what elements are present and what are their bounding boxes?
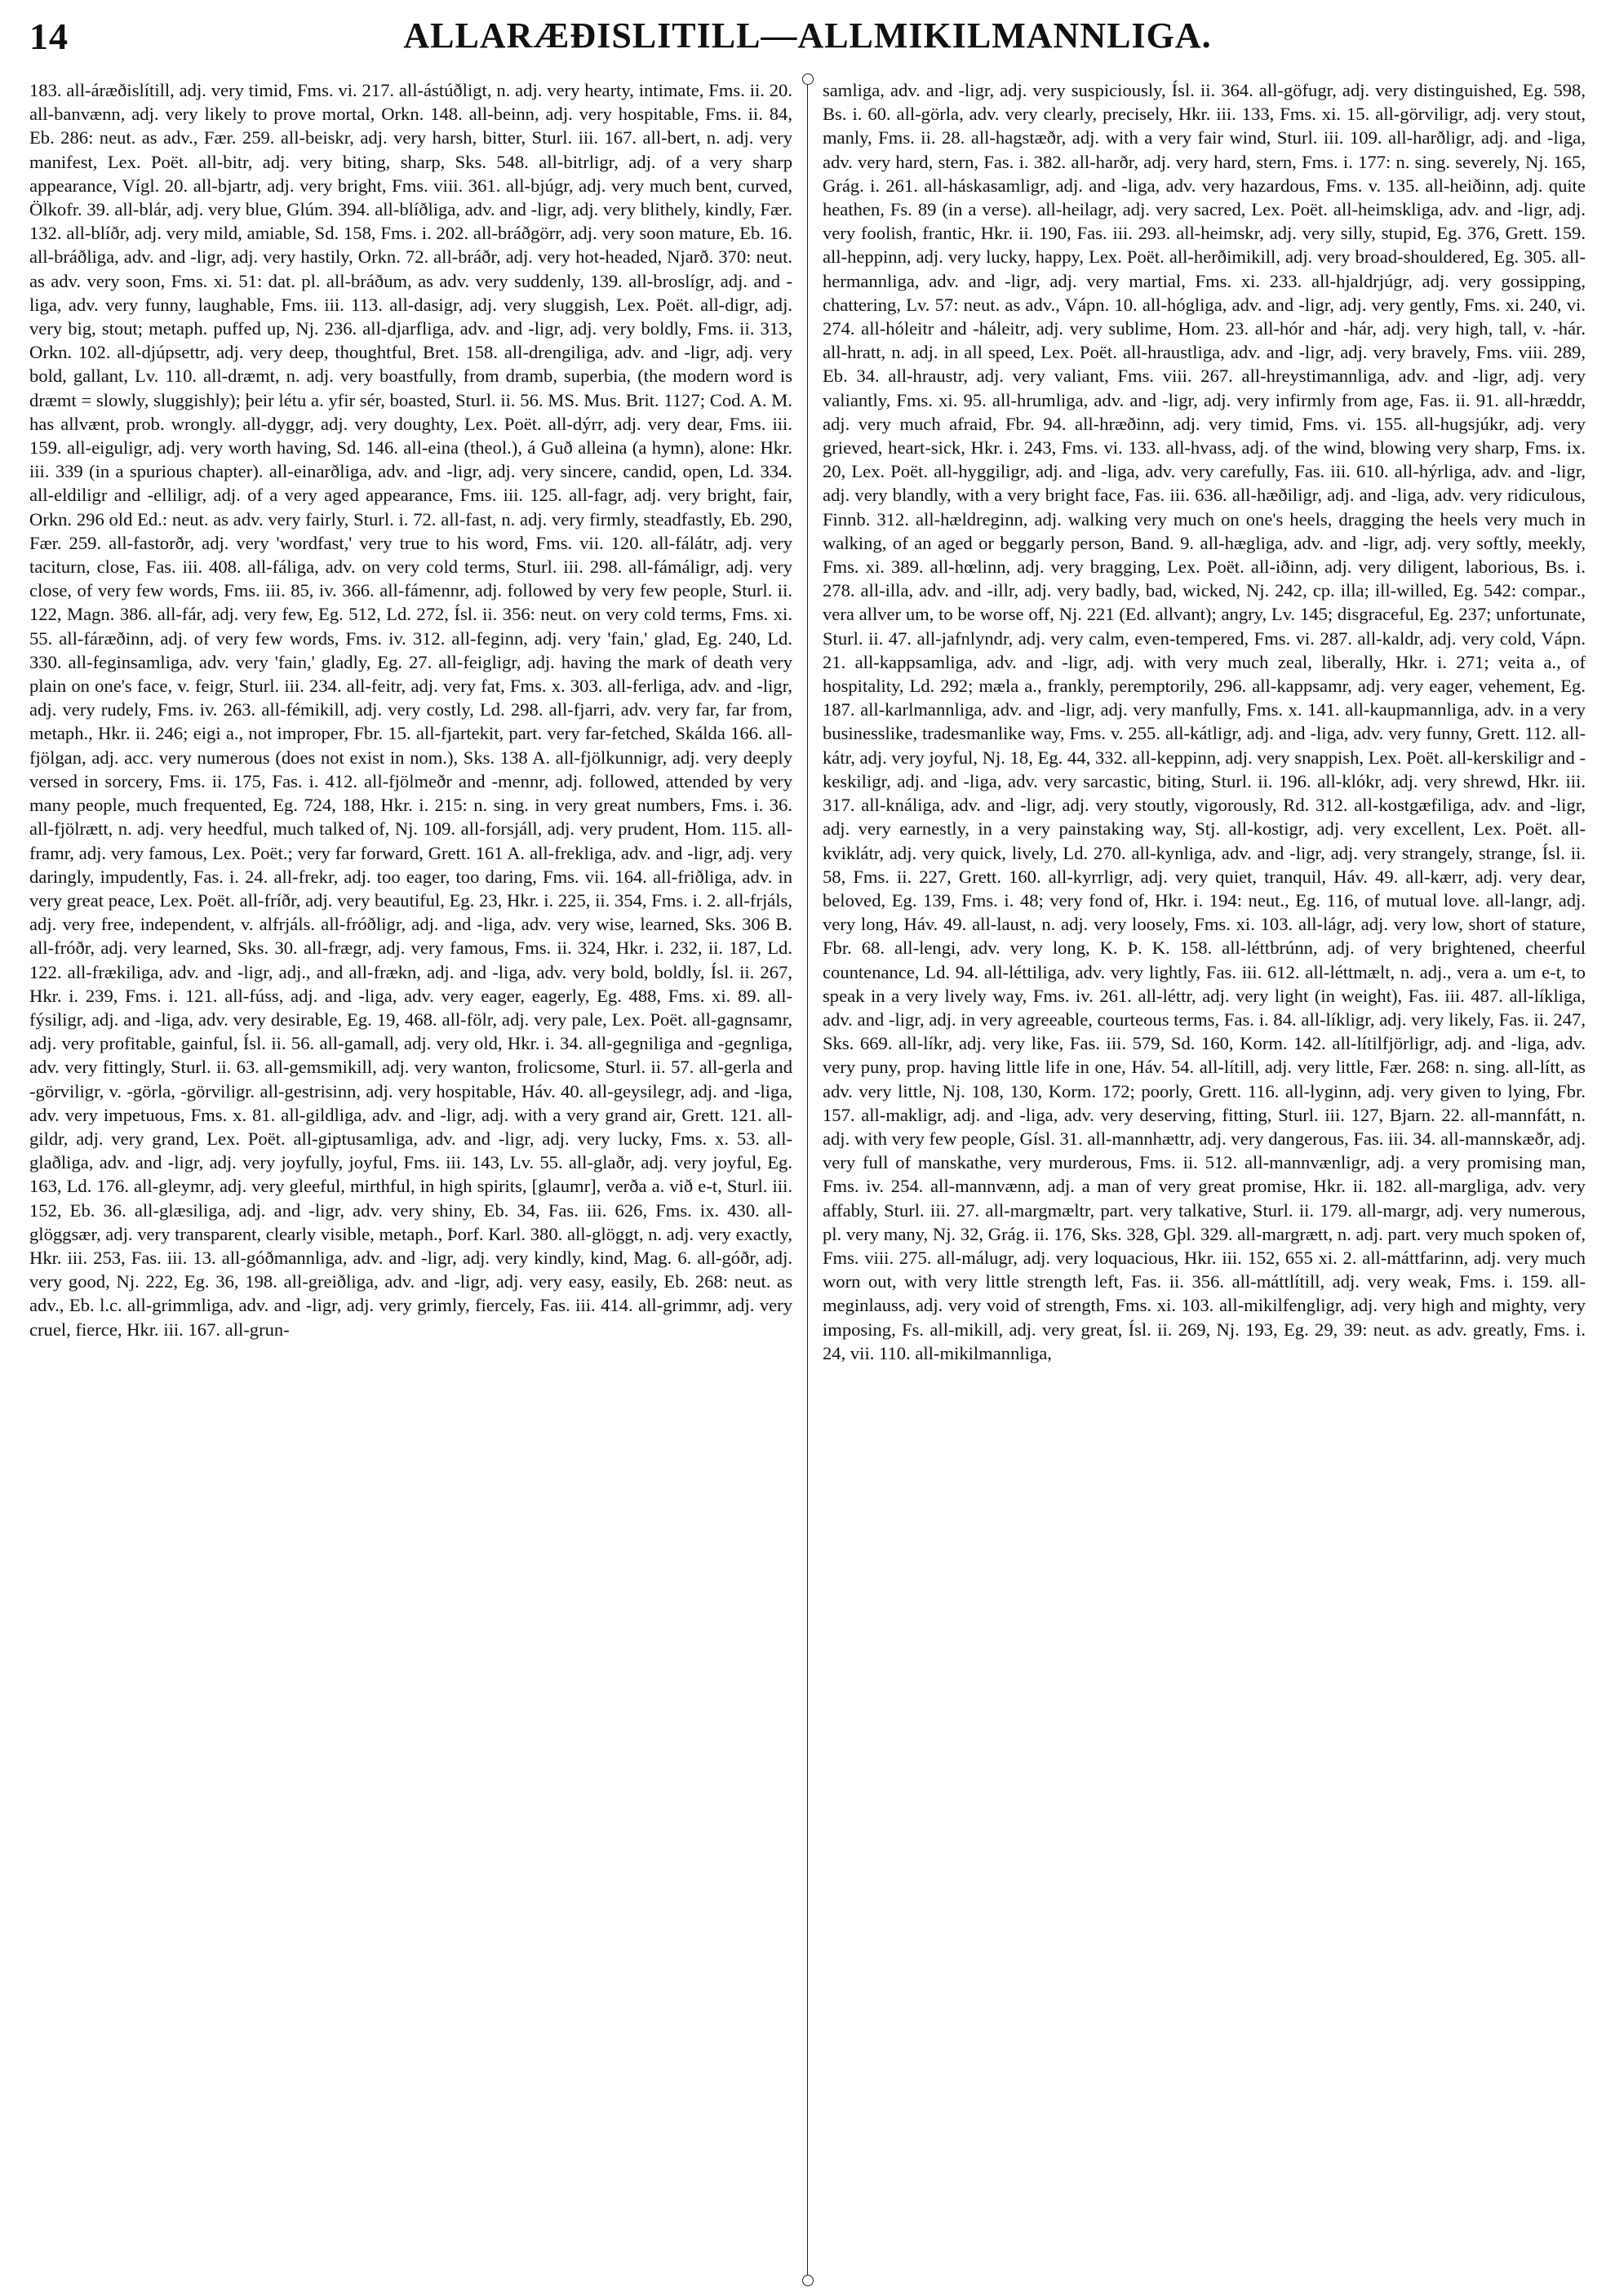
page-number: 14 bbox=[29, 16, 69, 57]
left-column-text: 183. all-áræðislítill, adj. very timid, Fms. vi. 217. all-ástúðligt, n. adj. very hearty, intimate, Fms. ii. 20. all-banvænn, adj. very likely to prove mortal, Orkn. 148. all-beinn, adj. very hospitable, Fms. ii. 84, Eb. 286: neut. as adv., Fær. 259. all-beiskr, adj. very harsh, bitter, Sturl. iii. 167. all-bert, n. adj. very manifest, Lex. Poët. all-bitr, adj. very biting, sharp, Sks. 548. all-bitrligr, adj. of a very sharp appearance, Vígl. 20. all-bjartr, adj. very bright, Fms. viii. 361. all-bjúgr, adj. very much bent, curved, Ölkofr. 39. all-blár, adj. very blue, Glúm. 394. all-blíðliga, adv. and -ligr, adj. very blithely, kindly, Fær. 132. all-blíðr, adj. very mild, amiable, Sd. 158, Fms. i. 202. all-bráðgörr, adj. very soon mature, Eb. 16. all-bráðliga, adv. and -ligr, adj. very hastily, Orkn. 72. all-bráðr, adj. very hot-headed, Njarð. 370: neut. as adv. very soon, Fms. xi. 51: dat. pl. all-bráðum, as adv. very suddenly, 139. all-broslígr, adj. and -liga, adv. very funny, laughable, Fms. iii. 113. all-dasigr, adj. very sluggish, Lex. Poët. all-digr, adj. very big, stout; metaph. puffed up, Nj. 236. all-djarfliga, adv. and -ligr, adj. very boldly, Fms. ii. 313, Orkn. 102. all-djúpsettr, adj. very deep, thoughtful, Bret. 158. all-drengiliga, adv. and -ligr, adj. very bold, gallant, Lv. 110. all-dræmt, n. adj. very boastfully, from dramb, superbia, (the modern word is dræmt = slowly, sluggishly); þeir létu a. yfir sér, boasted, Sturl. ii. 56. MS. Mus. Brit. 1127; Cod. A. M. has allvænt, prob. wrongly. all-dyggr, adj. very doughty, Lex. Poët. all-dýrr, adj. very dear, Fms. iii. 159. all-eiguligr, adj. very worth having, Sd. 146. all-eina (theol.), á Guð alleina (a hymn), alone: Hkr. iii. 339 (in a spurious chapter). all-einarðliga, adv. and -ligr, adj. very sincere, candid, open, Ld. 334. all-eldiligr and -elliligr, adj. of a very aged appearance, Fms. iii. 125. all-fagr, adj. very bright, fair, Orkn. 296 old Ed.: neut. as adv. very fairly, Sturl. i. 72. all-fast, n. adj. very firmly, steadfastly, Eb. 290, Fær. 259. all-fastorðr, adj. very 'wordfast,' very true to his word, Fms. vii. 120. all-fálátr, adj. very taciturn, close, Fas. iii. 408. all-fáliga, adv. on very cold terms, Sturl. iii. 298. all-fámáligr, adj. very close, of very few words, Fms. iii. 85, iv. 366. all-fámennr, adj. followed by very few people, Sturl. ii. 122, Magn. 386. all-fár, adj. very few, Eg. 512, Ld. 272, Ísl. ii. 356: neut. on very cold terms, Fms. xi. 55. all-fáræðinn, adj. of very few words, Fms. iv. 312. all-feginn, adj. very 'fain,' glad, Eg. 240, Ld. 330. all-feginsamliga, adv. very 'fain,' gladly, Eg. 27. all-feigligr, adj. having the mark of death very plain on one's face, v. feigr, Sturl. iii. 234. all-feitr, adj. very fat, Fms. x. 303. all-ferliga, adv. and -ligr, adj. very rudely, Fms. iv. 263. all-fémikill, adj. very costly, Ld. 298. all-fjarri, adv. very far, far from, metaph., Hkr. ii. 246; eigi a., not improper, Fbr. 15. all-fjartekit, part. very far-fetched, Skálda 166. all-fjölgan, adj. acc. very numerous (does not exist in nom.), Sks. 138 A. all-fjölkunnigr, adj. very deeply versed in sorcery, Fms. ii. 175, Fas. i. 412. all-fjölmeðr and -mennr, adj. followed, attended by very many people, much frequented, Eg. 724, 188, Hkr. i. 215: n. sing. in very great numbers, Fms. i. 36. all-fjölrætt, n. adj. very heedful, much talked of, Nj. 109. all-forsjáll, adj. very prudent, Hom. 115. all-framr, adj. very famous, Lex. Poët.; very far forward, Grett. 161 A. all-frekliga, adv. and -ligr, adj. very daringly, impudently, Fas. i. 24. all-frekr, adj. too eager, too daring, Fms. vii. 164. all-friðliga, adv. in very great peace, Lex. Poët. all-fríðr, adj. very beautiful, Eg. 23, Hkr. i. 225, ii. 354, Fms. i. 2. all-frjáls, adj. very free, independent, v. alfrjáls. all-fróðligr, adj. and -liga, adv. very wise, learned, Sks. 306 B. all-fróðr, adj. very learned, Sks. 30. all-frægr, adj. very famous, Fms. ii. 324, Hkr. i. 232, ii. 187, Ld. 122. all-frækiliga, adv. and -ligr, adj., and all-frækn, adj. and -liga, adv. very bold, boldly, Ísl. ii. 267, Hkr. i. 239, Fms. i. 121. all-fúss, adj. and -liga, adv. very eager, eagerly, Eg. 488, Fms. xi. 89. all-fýsiligr, adj. and -liga, adv. very desirable, Eg. 19, 468. all-fölr, adj. very pale, Lex. Poët. all-gagnsamr, adj. very profitable, gainful, Ísl. ii. 56. all-gamall, adj. very old, Hkr. i. 34. all-gegniliga and -gegnliga, adv. very fittingly, Sturl. ii. 63. all-gemsmikill, adj. very wanton, frolicsome, Sturl. ii. 57. all-gerla and -görviligr, v. -görla, -görviligr. all-gestrisinn, adj. very hospitable, Háv. 40. all-geysilegr, adj. and -liga, adv. very impetuous, Fms. x. 81. all-gildliga, adv. and -ligr, adj. with a very grand air, Grett. 121. all-gildr, adj. very grand, Lex. Poët. all-giptusamliga, adv. and -ligr, adj. very lucky, Fms. x. 53. all-glaðliga, adv. and -ligr, adj. very joyfully, joyful, Fms. iii. 143, Lv. 55. all-glaðr, adj. very joyful, Eg. 163, Ld. 176. all-gleymr, adj. very gleeful, mirthful, in high spirits, [glaumr], verða a. við e-t, Sturl. iii. 152, Eb. 36. all-glæsiliga, adj. and -ligr, adv. very shiny, Eb. 34, Fas. iii. 626, Fms. ix. 430. all-glöggsær, adj. very transparent, clearly visible, metaph., Þorf. Karl. 380. all-glöggt, n. adj. very exactly, Hkr. iii. 253, Fas. iii. 13. all-góðmannliga, adv. and -ligr, adj. very kindly, kind, Mag. 6. all-góðr, adj. very good, Nj. 222, Eg. 36, 198. all-greiðliga, adv. and -ligr, adj. very easy, easily, Eb. 268: neut. as adv., Eb. l.c. all-grimmliga, adv. and -ligr, adj. very grimly, fiercely, Fas. iii. 414. all-grimmr, adj. very cruel, fierce, Hkr. iii. 167. all-grun- bbox=[29, 80, 792, 1340]
page-title: ALLARÆÐISLITILL—ALLMIKILMANNLIGA. bbox=[403, 16, 1212, 55]
left-column bbox=[29, 78, 807, 2281]
right-column bbox=[808, 78, 1586, 2281]
right-column-text: samliga, adv. and -ligr, adj. very suspiciously, Ísl. ii. 364. all-göfugr, adj. very distinguished, Eg. 598, Bs. i. 60. all-görla, adv. very clearly, precisely, Hkr. iii. 133, Fms. xi. 15. all-görviligr, adj. very stout, manly, Fms. ii. 28. all-hagstæðr, adj. with a very fair wind, Sturl. iii. 109. all-harðligr, adj. and -liga, adv. very hard, stern, Fas. i. 382. all-harðr, adj. very hard, stern, Fms. i. 177: n. sing. severely, Nj. 165, Grág. i. 261. all-háskasamligr, adj. and -liga, adv. very hazardous, Fms. v. 135. all-heiðinn, adj. quite heathen, Fs. 89 (in a verse). all-heilagr, adj. very sacred, Lex. Poët. all-heimskliga, adv. and -ligr, adj. very foolish, frantic, Hkr. ii. 190, Fas. iii. 293. all-heimskr, adj. very silly, stupid, Eg. 376, Grett. 159. all-heppinn, adj. very lucky, happy, Lex. Poët. all-herðimikill, adj. very broad-shouldered, Eg. 305. all-hermannliga, adv. and -ligr, adj. very martial, Fms. xi. 233. all-hjaldrjúgr, adj. very gossipping, chattering, Lv. 57: neut. as adv., Vápn. 10. all-hógliga, adv. and -ligr, adj. very gently, Fms. xi. 240, vi. 274. all-hóleitr and -háleitr, adj. very sublime, Hom. 23. all-hór and -hár, adj. very high, tall, v. -hár. all-hratt, n. adj. in all speed, Lex. Poët. all-hraustliga, adv. and -ligr, adj. very bravely, Fms. viii. 289, Eb. 34. all-hraustr, adj. very valiant, Fms. viii. 267. all-hreystimannliga, adv. and -ligr, adj. very valiantly, Fms. xi. 95. all-hrumliga, adv. and -ligr, adj. very infirmly from age, Fas. ii. 91. all-hræddr, adj. very much afraid, Fbr. 94. all-hræðinn, adj. very timid, Fms. vi. 155. all-hugsjúkr, adj. very grieved, heart-sick, Hkr. i. 243, Fms. vi. 133. all-hvass, adj. of the wind, blowing very sharp, Fms. ix. 20, Lex. Poët. all-hyggiligr, adj. and -liga, adv. very carefully, Fas. iii. 610. all-hýrliga, adv. and -ligr, adj. very blandly, with a very bright face, Fas. iii. 636. all-hæðiligr, adj. and -liga, adv. very ridiculous, Finnb. 312. all-hældreginn, adj. walking very much on one's heels, dragging the heels very much in walking, of an aged or beggarly person, Band. 9. all-hægliga, adv. and -ligr, adj. very softly, meekly, Fms. xi. 389. all-hœlinn, adj. very bragging, Lex. Poët. all-iðinn, adj. very diligent, laborious, Bs. i. 278. all-illa, adv. and -illr, adj. very badly, bad, wicked, Nj. 242, cp. illa; ill-willed, Eg. 542: compar., vera allver um, to be worse off, Nj. 221 (Ed. allvant); angry, Lv. 145; disgraceful, Eg. 237; unfortunate, Sturl. ii. 47. all-jafnlyndr, adj. very calm, even-tempered, Fms. vi. 287. all-kaldr, adj. very cold, Vápn. 21. all-kappsamliga, adv. and -ligr, adj. with very much zeal, liberally, Hkr. i. 271; veita a., of hospitality, Ld. 292; mæla a., frankly, peremptorily, 296. all-kappsamr, adj. very eager, vehement, Eg. 187. all-karlmannliga, adv. and -ligr, adj. very manfully, Fms. x. 141. all-kaupmannliga, adv. in a very businesslike, tradesmanlike way, Fms. v. 255. all-kátligr, adj. and -liga, adv. very funny, Grett. 112. all-kátr, adj. very joyful, Nj. 18, Eg. 44, 332. all-keppinn, adj. very snappish, Lex. Poët. all-kerskiligr and -keskiligr, adj. and -liga, adv. very sarcastic, biting, Sturl. ii. 196. all-klókr, adj. very shrewd, Hkr. iii. 317. all-knáliga, adv. and -ligr, adj. very stoutly, vigorously, Rd. 312. all-kostgæfiliga, adv. and -ligr, adj. very earnestly, in a very painstaking way, Stj. all-kostigr, adj. very excellent, Lex. Poët. all-kviklátr, adj. very quick, lively, Ld. 270. all-kynliga, adv. and -ligr, adj. very strangely, strange, Ísl. ii. 58, Fms. ii. 227, Grett. 160. all-kyrrligr, adj. very quiet, tranquil, Háv. 49. all-kærr, adj. very dear, beloved, Eg. 139, Fms. i. 48; very fond of, Hkr. i. 194: neut., Eg. 116, of mutual love. all-langr, adj. very long, Háv. 49. all-laust, n. adj. very loosely, Fms. xi. 103. all-lágr, adj. very low, short of stature, Fbr. 68. all-lengi, adv. very long, K. Þ. K. 158. all-léttbrúnn, adj. of very brightened, cheerful countenance, Ld. 94. all-léttiliga, adv. very lightly, Fas. iii. 612. all-léttmælt, n. adj., vera a. um e-t, to speak in a very lively way, Fms. iv. 261. all-léttr, adj. very light (in weight), Fas. iii. 487. all-líkliga, adv. and -ligr, adj. in very agreeable, courteous terms, Fas. i. 84. all-líkligr, adj. very likely, Fas. ii. 247, Sks. 669. all-líkr, adj. very like, Fas. iii. 579, Sd. 160, Korm. 142. all-lítilfjörligr, adj. and -liga, adv. very puny, prop. having little life in one, Háv. 54. all-lítill, adj. very little, Fær. 268: n. sing. all-lítt, as adv. very little, Nj. 108, 130, Korm. 172; poorly, Grett. 116. all-lyginn, adj. very given to lying, Fbr. 157. all-makligr, adj. and -liga, adv. very deserving, fitting, Sturl. iii. 127, Bjarn. 22. all-mannfátt, n. adj. with very few people, Gísl. 31. all-mannhættr, adj. very dangerous, Fas. iii. 34. all-mannskæðr, adj. very full of manskathe, very murderous, Fms. ii. 512. all-mannvænligr, adj. a very promising man, Fms. iv. 254. all-mannvænn, adj. a man of very great promise, Hkr. ii. 182. all-margliga, adv. very affably, Sturl. iii. 27. all-margmæltr, part. very talkative, Sturl. ii. 179. all-margr, adj. very numerous, pl. very many, Nj. 32, Grág. ii. 176, Sks. 328, Gþl. 329. all-margrætt, n. adj. part. very much spoken of, Fms. viii. 275. all-málugr, adj. very loquacious, Hkr. iii. 152, 655 xi. 2. all-máttfarinn, adj. very much worn out, with very little strength left, Fas. ii. 356. all-máttlítill, adj. very weak, Fms. i. 159. all-meginlauss, adj. very void of strength, Fms. xi. 103. all-mikilfengligr, adj. very high and mighty, very imposing, Fs. all-mikill, adj. very great, Ísl. ii. 269, Nj. 193, Eg. 29, 39: neut. as adv. greatly, Fms. i. 24, vii. 110. all-mikilmannliga, bbox=[822, 80, 1586, 1363]
column-divider bbox=[807, 78, 808, 2281]
page-header bbox=[29, 11, 1586, 62]
dictionary-columns bbox=[29, 78, 1586, 2281]
